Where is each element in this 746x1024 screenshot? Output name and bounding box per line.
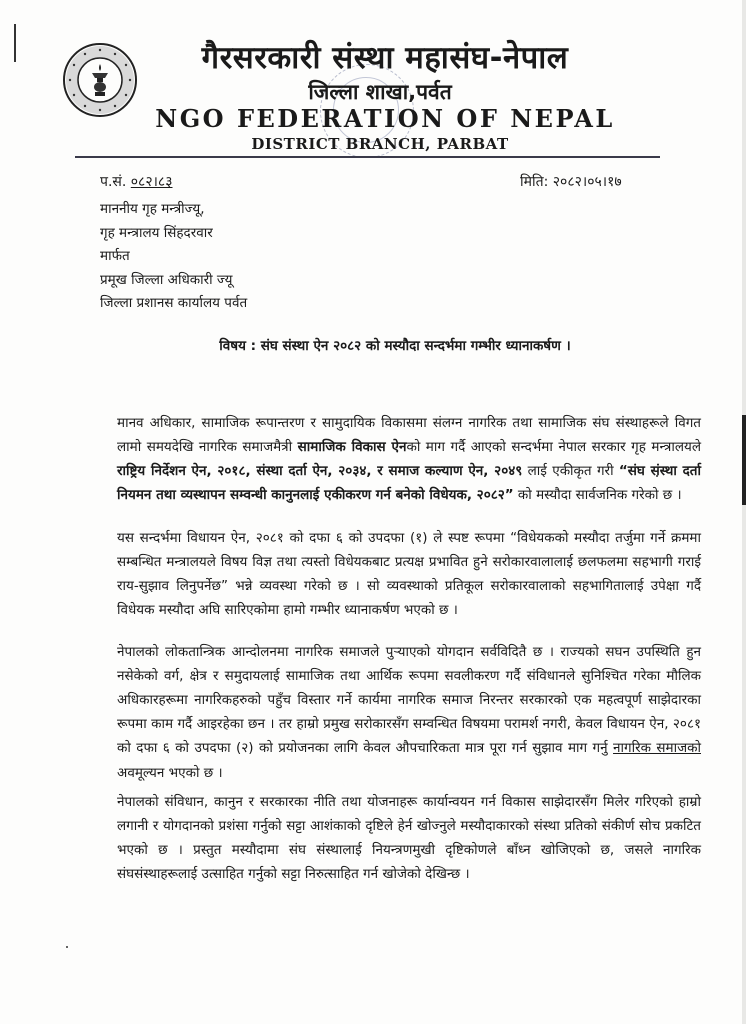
recipient-address [100,198,247,316]
letterhead-divider [75,156,660,158]
letter-date [520,172,622,191]
bold-bill-title: “संघ संस्था दर्ता नियमन तथा व्यस्थापन सम्वन्धी कानुनलाई एकीकरण गर्न बनेको विधेयक, २०८२” [117,462,701,504]
bold-act-name: सामाजिक विकास ऐन [297,438,407,455]
branch-english: DISTRICT BRANCH, PARBAT [251,135,509,153]
recipient-line: जिल्ला प्रशानस कार्यालय पर्वत [100,295,248,311]
reference-number [100,172,173,191]
scan-speck [66,946,68,948]
date-label: मिति: [520,174,549,190]
date-value: २०८२।०५।१७ [552,174,622,190]
recipient-line: प्रमूख जिल्ला अधिकारी ज्यू [100,271,233,288]
page-edge-shadow [742,0,746,1024]
recipient-line: मार्फत [100,248,130,264]
org-name-nepali: गैरसरकारी संस्था महासंघ-नेपाल [201,40,569,76]
subject-line: विषय : संघ संस्था ऐन २०८२ को मस्यौदा सन्दर्भमा गम्भीर ध्यानाकर्षण । [219,338,571,354]
body-paragraph-2: यस सन्दर्भमा विधायन ऐन, २०८१ को दफा ६ को उपदफा (१) ले स्पष्ट रूपमा “विधेयकको मस्यौदा तर्जुमा गर्ने क्रममा सम्बन्धित मन्त्रालयले विषय विज्ञ तथा त्यस्तो विधेयकबाट प्रत्यक्ष प्रभावित हुने सरोकारवालालाई छलफलमा सहभागी गराई राय-सुझाव लिनुपर्नेछ” भन्ने व्यवस्था गरेको छ । सो व्यवस्थाको प्रतिकूल सरोकारवालाको सहभागितालाई उपेक्षा गर्दै विधेयक मस्यौदा अघि सारिएकोमा हामो गम्भीर ध्यानाकर्षण भएको छ । [117,529,701,619]
page-edge-dark-mark [742,415,746,505]
branch-nepali: जिल्ला शाखा,पर्वत [308,80,452,104]
emblem-lamp-icon [62,42,138,118]
ref-value: ०८२।८३ [130,174,173,190]
body-paragraph-3: नेपालको लोकतान्त्रिक आन्दोलनमा नागरिक समाजले पुर्‍याएको योगदान सर्वविदितै छ । राज्यको सघन उपस्थिति हुन नसेकेको वर्ग, क्षेत्र र समुदायलाई सामाजिक तथा आर्थिक रूपमा सवलीकरण गर्दै संविधानले सुनिश्चित गरेका मौलिक अधिकारहरूमा नागरिकहरुको पहुँच विस्तार गर्ने कार्यमा नागरिक समाज निरन्तर सरकारको एक महत्वपूर्ण साझेदारका रूपमा काम गर्दै आइरहेका छन । तर हाम्रो प्रमुख सरोकारसँग सम्वन्धित विषयमा परामर्श नगरी, केवल विधायन ऐन, २०८१ को दफा ६ को उपदफा (२) को प्रयोजनका लागि केवल औपचारिकता मात्र पूरा गर्न सुझाव माग गर्नु नागरिक समाजको अवमूल्यन भएको छ । [117,643,701,781]
body-paragraph-1: मानव अधिकार, सामाजिक रूपान्तरण र सामुदायिक विकासमा संलग्न नागरिक तथा सामाजिक संघ संस्थाहरूले विगत लामो समयदेखि नागरिक समाजमैत्री सामाजिक विकास ऐनको माग गर्दै आएको सन्दर्भमा नेपाल सरकार गृह मन्त्रालयले राष्ट्रिय निर्देशन ऐन, २०१८, संस्था दर्ता ऐन, २०३४, र समाज कल्याण ऐन, २०४९ लाई एकीकृत गरी “संघ संस्था दर्ता नियमन तथा व्यस्थापन सम्वन्धी कानुनलाई एकीकरण गर्न बनेको विधेयक, २०८२” को मस्यौदा सार्वजनिक गरेको छ । [117,414,701,504]
recipient-line: माननीय गृह मन्त्रीज्यू, [100,201,205,217]
body-paragraph-4: नेपालको संविधान, कानुन र सरकारका नीति तथा योजनाहरू कार्यान्वयन गर्न विकास साझेदारसँग मिलेर गरिएको हाम्रो लगानी र योगदानको प्रशंसा गर्नुको सट्टा आशंकाको दृष्टिले हेर्न खोज्नुले मस्यौदाकारको संस्था प्रतिको संकीर्ण सोच प्रकटित भएको छ । प्रस्तुत मस्यौदामा संघ संस्थालाई नियन्त्रणमुखी दृष्टिकोणले बाँध्न खोजिएको छ, जसले नागरिक संघसंस्थाहरूलाई उत्साहित गर्नुको सट्टा निरुत्साहित गर्न खोजेको देखिन्छ । [117,793,701,883]
bold-acts-list: राष्ट्रिय निर्देशन ऐन, २०१८, संस्था दर्ता ऐन, २०३४, र समाज कल्याण ऐन, २०४९ [117,462,523,479]
scan-margin-mark [14,24,16,62]
ref-label: प.सं. [100,174,127,190]
org-name-english: NGO FEDERATION OF NEPAL [155,104,615,133]
underlined-civil-society: नागरिक समाजको [613,740,701,757]
recipient-line: गृह मन्त्रालय सिंहदरवार [100,224,213,241]
